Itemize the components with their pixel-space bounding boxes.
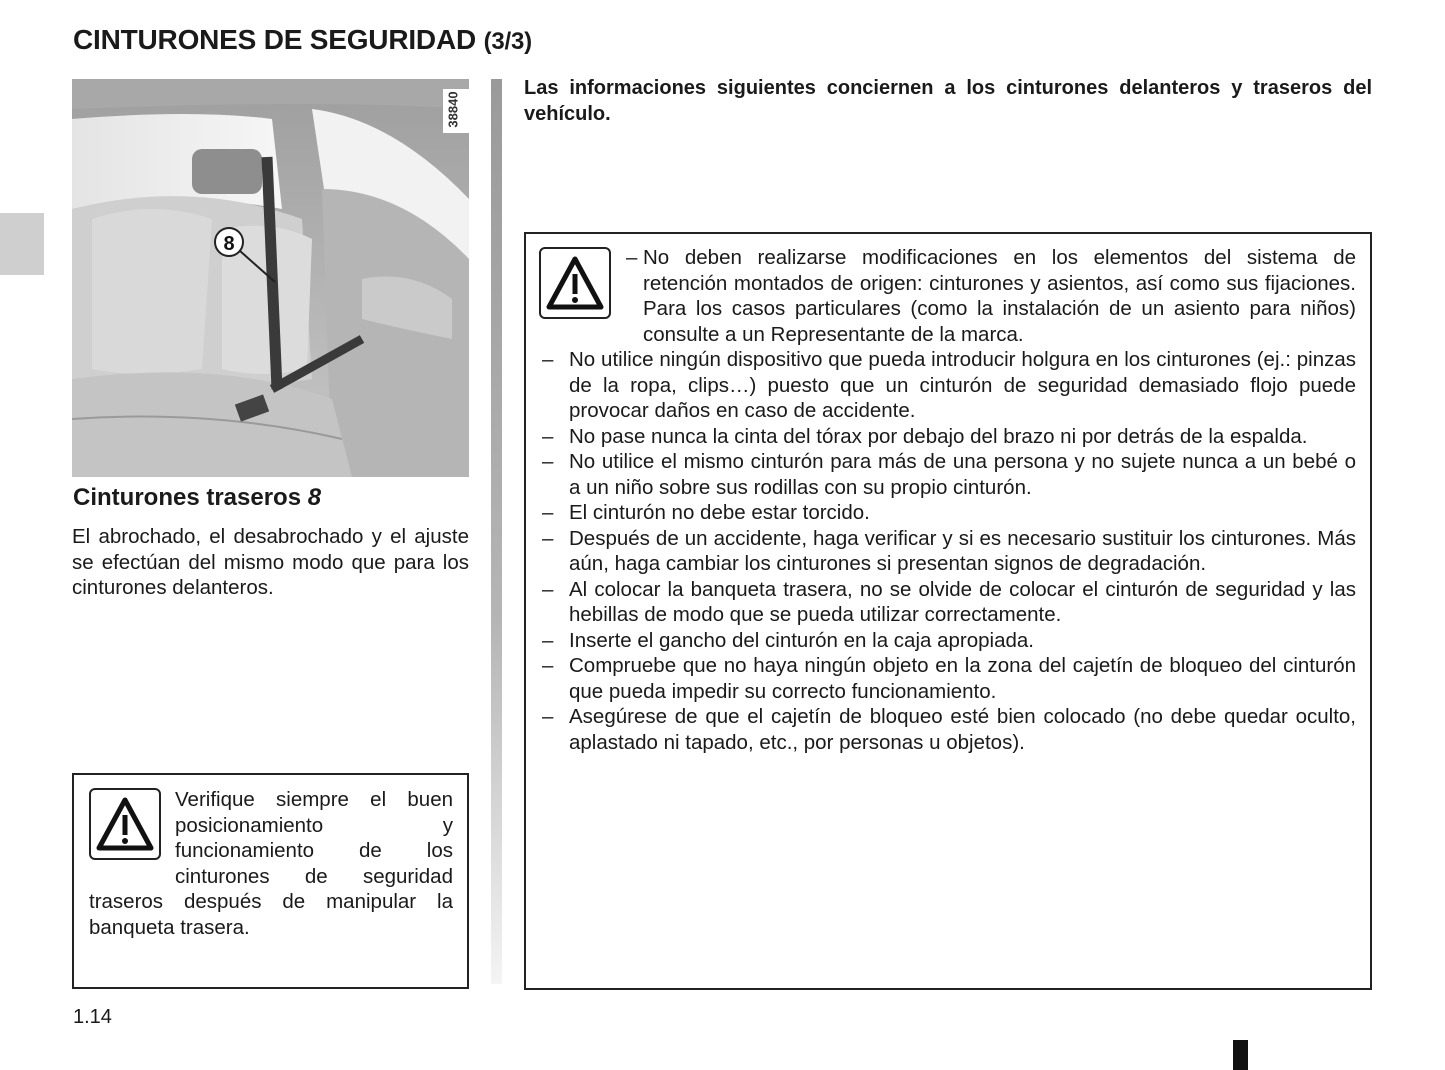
section-tab [0, 213, 44, 275]
list-item [542, 577, 1356, 628]
page-edge-mark [1233, 1040, 1248, 1070]
list-item [542, 704, 1356, 755]
item-text: Después de un accidente, haga verificar y si es necesario sustituir los cinturones. Más aún, haga cambiar los cinturones si presentan signos de degradación. [569, 526, 1356, 575]
item-text: No pase nunca la cinta del tórax por debajo del brazo ni por detrás de la espalda. [569, 424, 1308, 448]
item-text: Al colocar la banqueta trasera, no se olvide de colocar el cinturón de seguridad y las hebillas de modo que se pueda utilizar correctamente. [569, 577, 1356, 626]
warning-list [526, 234, 1370, 755]
item-text: No utilice ningún dispositivo que pueda introducir holgura en los cinturones (ej.: pinzas de la ropa, clips…) puesto que un cinturón de seguridad demasiado flojo puede provocar daños en caso de accidente. [569, 348, 1356, 422]
column-divider [491, 79, 502, 984]
rear-belt-warning-box [72, 773, 469, 989]
list-item [542, 424, 1356, 450]
dash: – [626, 246, 638, 269]
rear-seat-belt-photo [72, 79, 469, 477]
dash: – [542, 348, 554, 371]
list-item [542, 526, 1356, 577]
list-item [542, 347, 1356, 424]
section-heading [73, 484, 321, 512]
dash: – [542, 654, 554, 677]
safety-warning-box [524, 232, 1372, 990]
dash: – [542, 501, 554, 524]
dash: – [542, 450, 554, 473]
heading-ref: 8 [307, 484, 322, 511]
rear-belts-paragraph: El abrochado, el desabrochado y el ajuste se efectúan del mismo modo que para los cinturones delanteros. [72, 525, 469, 599]
item-text: Inserte el gancho del cinturón en la caja apropiada. [569, 628, 1034, 652]
dash: – [542, 577, 554, 601]
item-text: No utilice el mismo cinturón para más de una persona y no sujete nunca a un bebé o a un niño sobre sus rodillas con su propio cinturón. [569, 450, 1356, 499]
page-number: 1.14 [73, 1006, 112, 1028]
callout-8: 8 [223, 233, 235, 255]
list-item [569, 245, 1356, 347]
list-item [542, 653, 1356, 704]
dash: – [542, 705, 554, 728]
dash: – [542, 526, 554, 550]
page-title [73, 24, 532, 56]
item-text: El cinturón no debe estar torcido. [569, 501, 870, 524]
title-text: CINTURONES DE SEGURIDAD [73, 24, 476, 55]
figure-number: 38840 [445, 91, 461, 128]
figure-reference [443, 89, 469, 133]
warning-text: Verifique siempre el buen posicionamiento y funcionamiento de los cinturones de seguridad traseros después de manipular la banqueta trasera. [89, 788, 453, 939]
list-item [542, 500, 1356, 526]
item-text: Asegúrese de que el cajetín de bloqueo esté bien colocado (no debe quedar oculto, aplastado ni tapado, etc., por personas u objetos). [569, 705, 1356, 754]
heading-text: Cinturones traseros [73, 484, 302, 511]
item-text: No deben realizarse modificaciones en los elementos del sistema de retención montados de origen: cinturones y asientos, así como sus fijaciones. Para los casos particulares (como la instalación de un asiento para niños) consulte a un Representante de la marca. [643, 246, 1356, 346]
warning-triangle-icon [89, 788, 161, 860]
list-item [542, 628, 1356, 654]
item-text: Compruebe que no haya ningún objeto en la zona del cajetín de bloqueo del cinturón que pueda impedir su correcto funcionamiento. [569, 654, 1356, 703]
list-item [542, 449, 1356, 500]
dash: – [542, 628, 554, 652]
intro-text: Las informaciones siguientes conciernen a los cinturones delanteros y traseros del vehículo. [524, 77, 1372, 125]
dash: – [542, 424, 554, 448]
title-suffix: (3/3) [483, 28, 532, 55]
